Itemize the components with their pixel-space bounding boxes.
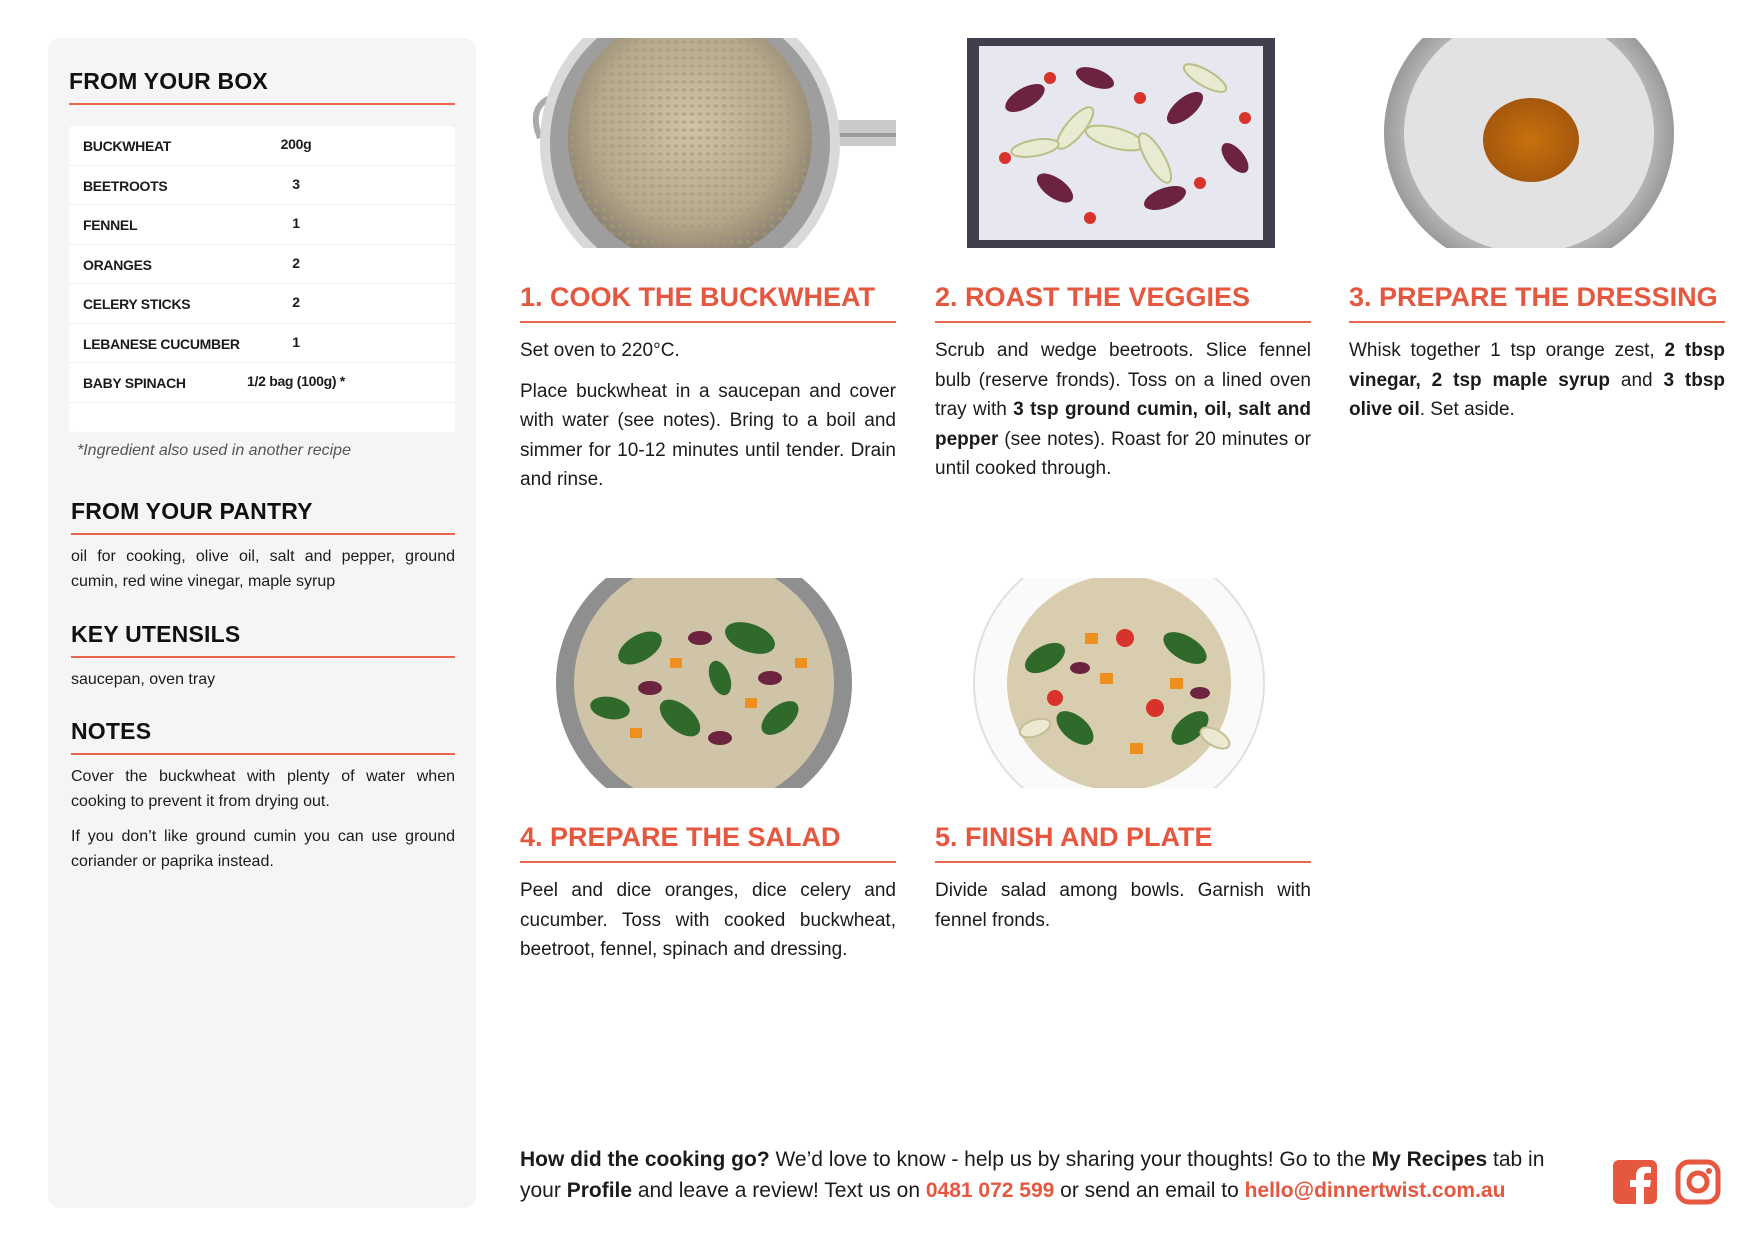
step-5-title: 5. FINISH AND PLATE (935, 822, 1311, 863)
step-5-body (935, 876, 1311, 946)
step-2-text-2: (see notes). Roast for 20 minutes or until cooked through. (935, 428, 1311, 479)
step-4-body (520, 876, 896, 976)
pantry-text: oil for cooking, olive oil, salt and pepper, ground cumin, red wine vinegar, maple syrup (71, 548, 455, 590)
phone-number-link[interactable]: 0481 072 599 (925, 1179, 1055, 1202)
pantry-title: FROM YOUR PANTRY (71, 498, 455, 535)
step-5-text-1: Divide salad among bowls. Garnish with fennel fronds. (935, 880, 1311, 931)
notes-title: NOTES (71, 718, 455, 755)
footer-text-1: We’d love to know - help us by sharing your thoughts! Go to the (769, 1148, 1372, 1171)
ingredient-row (69, 166, 455, 206)
plated-salad-photo (935, 578, 1311, 788)
ingredient-name: FENNEL (83, 217, 138, 233)
ingredient-qty: 3 (292, 175, 300, 192)
ingredient-name: BABY SPINACH (83, 375, 186, 391)
step-3-bold-2: 3 tbsp olive oil (1349, 369, 1725, 420)
footer-text-3: and leave a review! Text us on (632, 1179, 926, 1202)
step-3-body (1349, 336, 1725, 436)
ingredient-row (69, 245, 455, 285)
feedback-footer (520, 1144, 1580, 1206)
feedback-question: How did the cooking go? (520, 1148, 770, 1171)
instagram-icon[interactable] (1674, 1158, 1722, 1206)
step-2-text-1: Scrub and wedge beetroots. Slice fennel bulb (reserve fronds). Toss on a lined oven tray with (935, 340, 1311, 420)
ingredients-table (69, 126, 455, 432)
step-3-bold-1: 2 tbsp vinegar, 2 tsp maple syrup (1349, 340, 1726, 391)
note-1: Cover the buckwheat with plenty of water when cooking to prevent it from drying out. (71, 768, 455, 810)
roasted-veggies-tray-photo (935, 38, 1311, 248)
ingredient-footnote: *Ingredient also used in another recipe (77, 442, 351, 459)
step-1-body (520, 336, 896, 506)
box-title: FROM YOUR BOX (69, 68, 455, 105)
step-1-text-1: Set oven to 220°C. (520, 340, 680, 361)
ingredient-qty: 2 (292, 294, 300, 310)
notes-text (71, 764, 455, 884)
buckwheat-strainer-photo (520, 38, 896, 248)
step-1-text-2: Place buckwheat in a saucepan and cover with water (see notes). Bring to a boil and simmer for 10-12 minutes until tender. Drain and rinse. (520, 380, 896, 490)
ingredient-row (69, 324, 455, 364)
ingredient-name: CELERY STICKS (83, 296, 191, 312)
facebook-icon[interactable] (1611, 1158, 1659, 1206)
footer-text-4: or send an email to (1054, 1179, 1245, 1202)
ingredient-qty: 200g (280, 136, 312, 152)
ingredient-name: BEETROOTS (83, 177, 168, 194)
email-link[interactable]: hello@dinnertwist.com.au (1244, 1179, 1506, 1202)
salad-mixing-bowl-photo (520, 578, 896, 788)
profile-label: Profile (566, 1179, 633, 1202)
step-3-text-3: . Set aside. (1419, 399, 1515, 420)
ingredient-row (69, 205, 455, 245)
footer-text-2: tab in your (520, 1148, 1545, 1202)
ingredient-qty: 1 (292, 333, 300, 350)
ingredient-qty: 1/2 bag (100g) * (247, 373, 345, 389)
ingredient-name: ORANGES (83, 256, 152, 273)
my-recipes-label: My Recipes (1371, 1148, 1488, 1171)
dressing-bowl-photo (1349, 38, 1725, 248)
ingredient-name: LEBANESE CUCUMBER (83, 335, 240, 352)
ingredient-row (69, 284, 455, 324)
ingredient-row (69, 126, 455, 166)
step-4-title: 4. PREPARE THE SALAD (520, 822, 896, 863)
ingredient-qty: 2 (292, 254, 300, 271)
note-2: If you don’t like ground cumin you can use ground coriander or paprika instead. (71, 828, 455, 870)
step-3-title: 3. PREPARE THE DRESSING (1349, 282, 1725, 323)
ingredient-name: BUCKWHEAT (83, 138, 172, 154)
ingredient-row (69, 363, 455, 403)
step-3-text-2: and (1610, 369, 1664, 391)
step-1-title: 1. COOK THE BUCKWHEAT (520, 282, 896, 323)
utensils-title: KEY UTENSILS (71, 621, 455, 658)
step-2-title: 2. ROAST THE VEGGIES (935, 282, 1311, 323)
sidebar (48, 38, 476, 1208)
step-4-text-1: Peel and dice oranges, dice celery and cucumber. Toss with cooked buckwheat, beetroot, fennel, spinach and dressing. (520, 880, 896, 960)
step-2-bold-1: 3 tsp ground cumin, oil, salt and pepper (935, 399, 1311, 450)
step-3-text-1: Whisk together 1 tsp orange zest, (1349, 340, 1665, 361)
step-2-body (935, 336, 1311, 495)
utensils-text: saucepan, oven tray (71, 671, 216, 688)
ingredient-qty: 1 (292, 215, 300, 231)
